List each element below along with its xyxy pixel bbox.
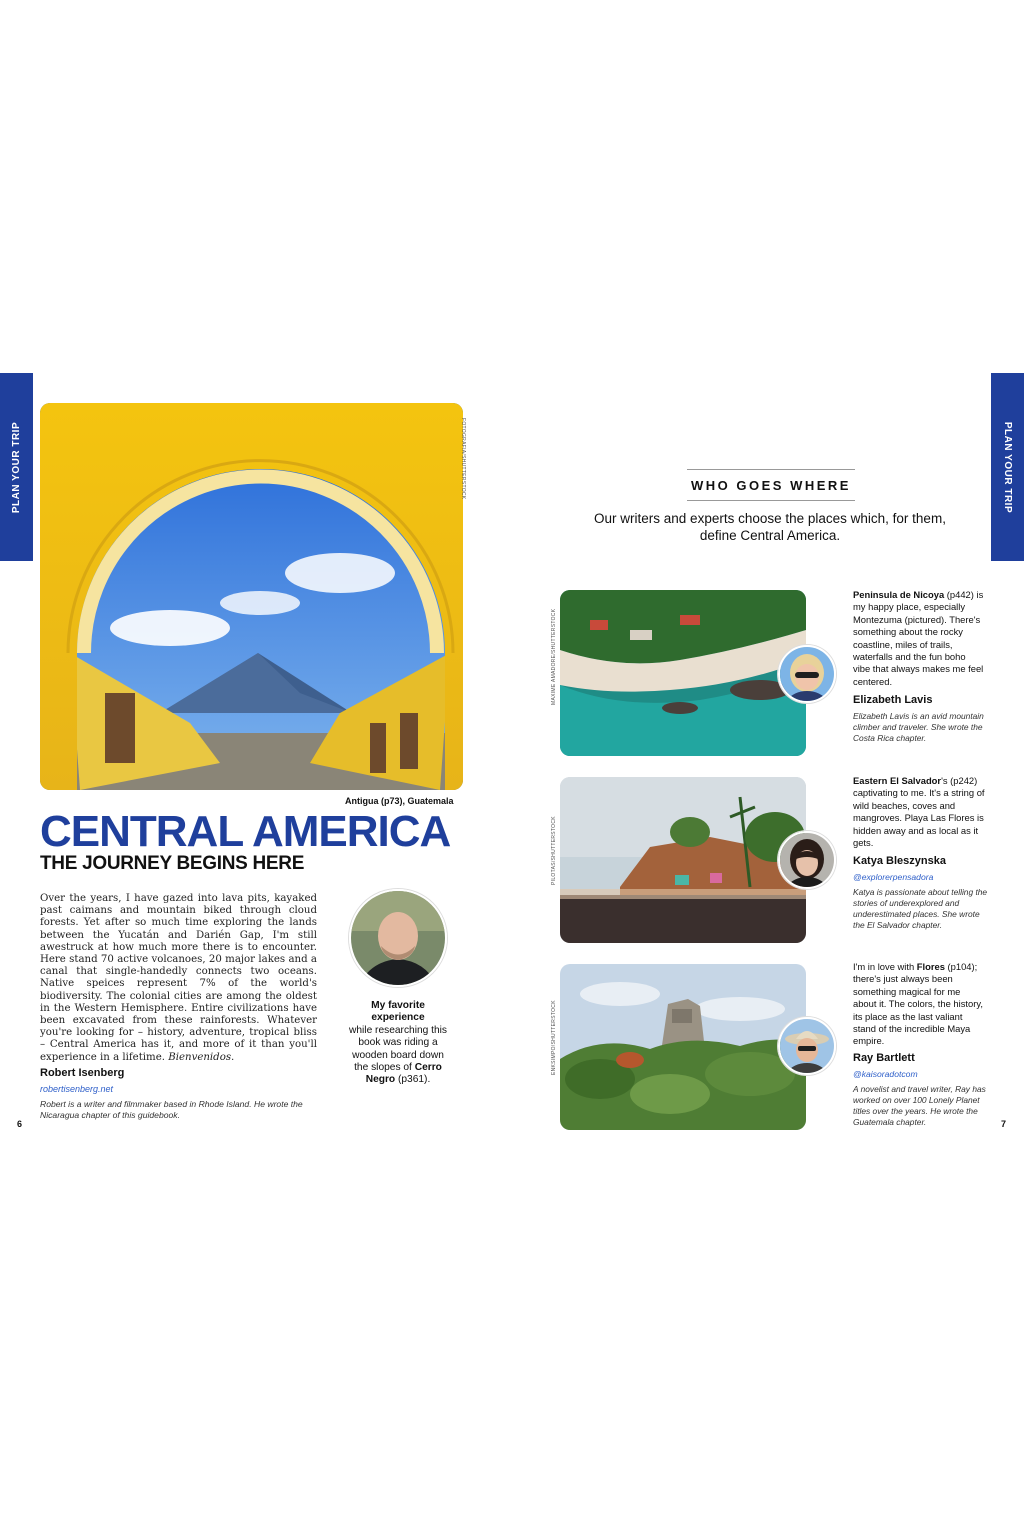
plan-your-trip-tab-left xyxy=(0,373,33,561)
page-title: CENTRAL AMERICA xyxy=(40,807,451,856)
el-salvador-photo xyxy=(560,777,806,943)
favorite-ref: (p361). xyxy=(398,1074,431,1086)
author-bio: Robert is a writer and filmmaker based in Rhode Island. He wrote the Nicaragua chapter of this guidebook. xyxy=(40,1099,303,1120)
writer-place: Flores xyxy=(916,961,945,972)
writer-bio: Katya is passionate about telling the stories of underexplored and underestimated places. She wrote the El Salvador chapter. xyxy=(853,887,988,930)
intro-text: Over the years, I have gazed into lava pits, kayaked past caimans and mountain biked through cloud forests. Yet after so much time exploring the lands between the Yucatán and Darién Gap, I'm still awestruck at how much more there is to encounter. Here stand 70 active volcanoes, 20 major lakes and a canal that single-handedly connects two oceans. Native speices represent 7% of the world's biodiversity. The colonial cities are among the oldest in the Western Hemisphere. Entire civilizations have been excavated from these rainforests. Whatever you're looking for – history, adventure, tropical bliss – Central America has it, and more of it than you'll experience in a lifetime. xyxy=(40,893,317,1063)
writer-statement-text: (p104); there's just always been something magical for me about it. The colors, the history, its place as the last valiant stand of the incredible Maya empire. xyxy=(853,961,983,1047)
page-number-right: 7 xyxy=(1001,1119,1007,1129)
favorite-text: while researching this book was riding a wooden board down the slopes of xyxy=(349,1024,447,1074)
writer-statement xyxy=(853,961,985,1048)
writer-statement-text: 's (p242) captivating to me. It's a string of wild beaches, coves and mangroves. Playa Las Flores is hidden away and as local as it gets. xyxy=(853,775,985,849)
photo-credit-nicoya: MAXIME AMADORE/SHUTTERSTOCK xyxy=(551,608,557,705)
writer-statement xyxy=(853,775,985,849)
writer-avatar-ray xyxy=(778,1017,836,1075)
page-subtitle: THE JOURNEY BEGINS HERE xyxy=(40,853,305,874)
writer-name: Ray Bartlett xyxy=(853,1052,915,1064)
writer-place: Eastern El Salvador xyxy=(853,775,942,786)
favorite-place: Cerro Negro xyxy=(365,1062,442,1086)
intro-closing: Bienvenidos. xyxy=(168,1051,235,1063)
intro-paragraph xyxy=(40,893,317,1064)
photo-credit-arch: FOTOGRAFIA/SHUTTERSTOCK xyxy=(460,418,466,500)
favorite-line1: My favorite xyxy=(371,1000,425,1011)
photo-credit-flores: ENKSIMPO/SHUTTERSTOCK xyxy=(551,1000,557,1075)
section-rule-top xyxy=(687,469,855,470)
section-rule-bottom xyxy=(687,500,855,501)
writer-avatar-katya xyxy=(778,831,836,889)
author-name: Robert Isenberg xyxy=(40,1067,125,1079)
antigua-arch-photo xyxy=(40,403,463,790)
author-website-link[interactable]: robertisenberg.net xyxy=(40,1084,114,1094)
photo-caption: Antigua (p73), Guatemala xyxy=(345,796,454,806)
writer-avatar-elizabeth xyxy=(778,645,836,703)
writer-name: Katya Bleszynska xyxy=(853,855,946,867)
writer-statement-text: (p442) is my happy place, especially Montezuma (pictured). There's something about the rocky coastline, miles of trails, waterfalls and the fun boho vibe that always makes me feel centered. xyxy=(853,589,984,687)
photo-credit-salvador: PILOTAS/SHUTTERSTOCK xyxy=(551,816,557,885)
writer-handle[interactable]: @explorerpensadora xyxy=(853,872,934,882)
section-subtitle: Our writers and experts choose the places which, for them, define Central America. xyxy=(594,511,946,543)
flores-photo xyxy=(560,964,806,1130)
writer-bio: Elizabeth Lavis is an avid mountain climber and traveler. She wrote the Costa Rica chapter. xyxy=(853,711,984,743)
writer-statement xyxy=(853,589,985,688)
writer-place: Peninsula de Nicoya xyxy=(853,589,945,600)
favorite-line2: experience xyxy=(371,1012,425,1024)
tab-label: PLAN YOUR TRIP xyxy=(11,421,22,513)
favorite-experience xyxy=(346,1000,450,1087)
page-number-left: 6 xyxy=(17,1119,23,1129)
tab-label: PLAN YOUR TRIP xyxy=(1002,421,1013,513)
writer-handle[interactable]: @kaisoradotcom xyxy=(853,1069,918,1079)
writer-name: Elizabeth Lavis xyxy=(853,694,933,706)
author-avatar xyxy=(349,889,447,987)
plan-your-trip-tab-right xyxy=(991,373,1024,561)
nicoya-photo xyxy=(560,590,806,756)
writer-statement-intro: I'm in love with xyxy=(853,961,915,972)
section-title: WHO GOES WHERE xyxy=(691,478,851,493)
writer-bio: A novelist and travel writer, Ray has worked on over 100 Lonely Planet titles over the years. He wrote the Guatemala chapter. xyxy=(853,1084,986,1127)
